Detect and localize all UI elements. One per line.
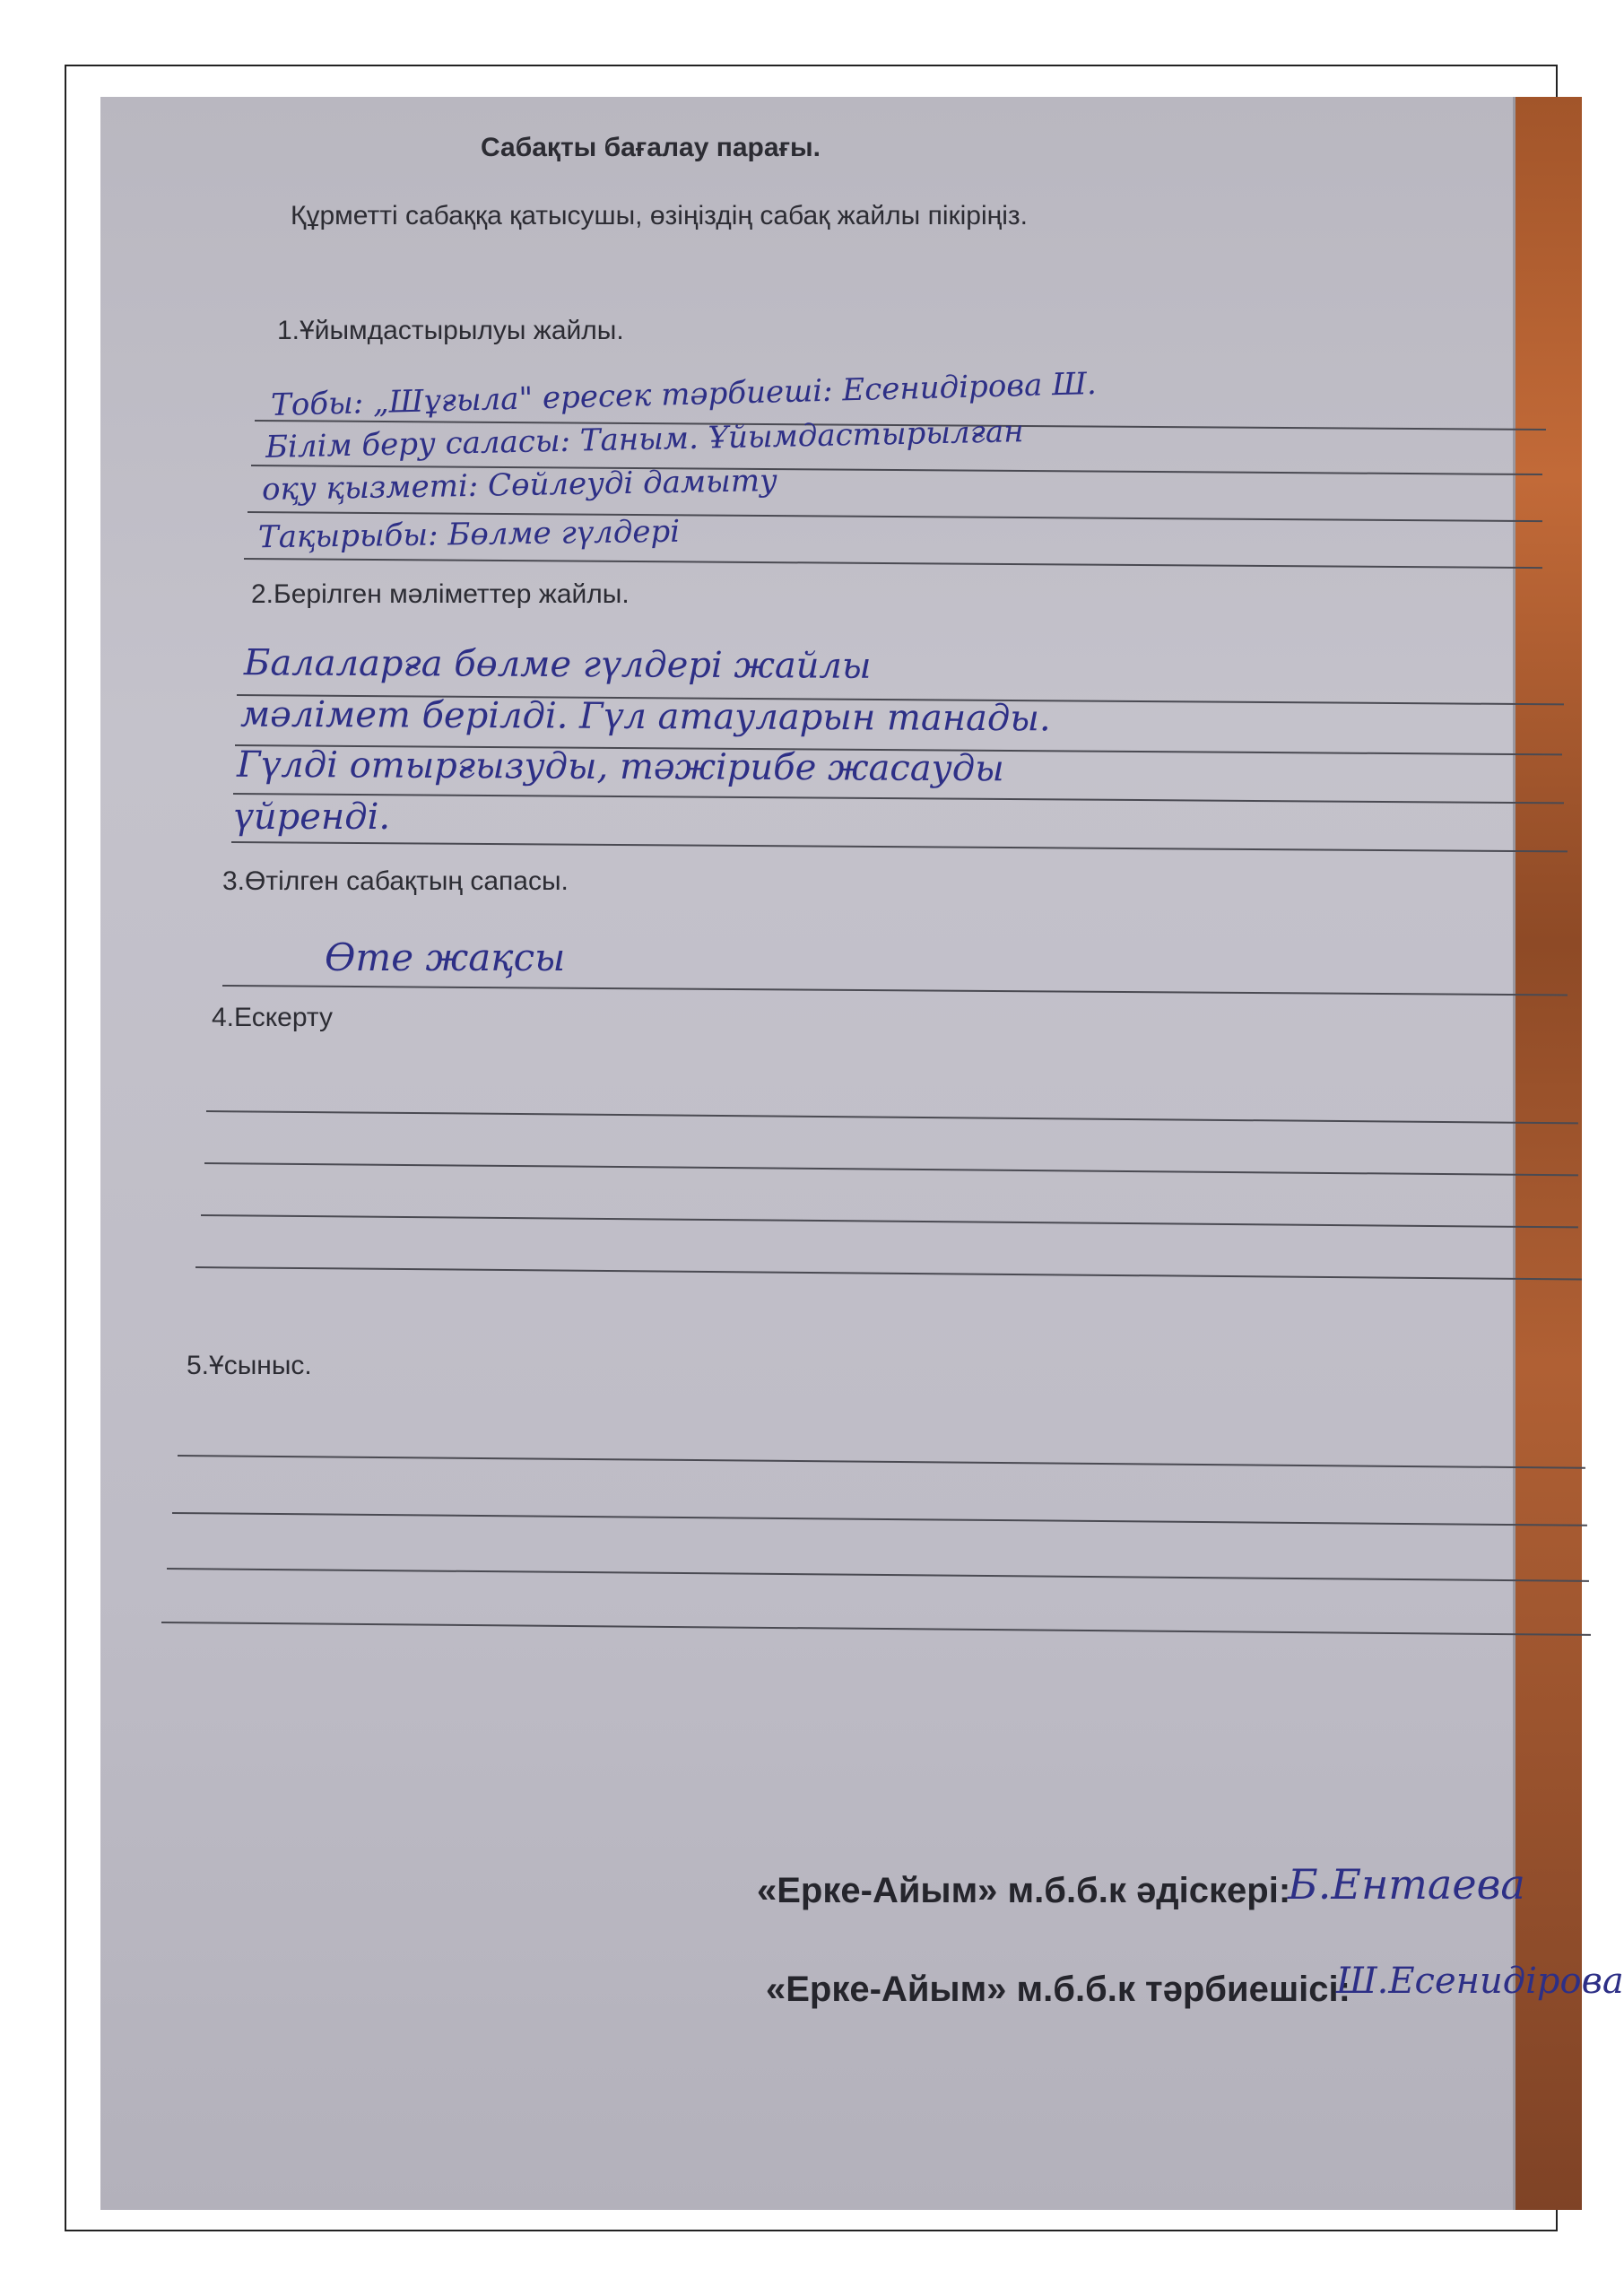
answer-line (206, 1110, 1578, 1124)
answer-line (231, 841, 1568, 852)
section-1-heading: 1.Ұйымдастырылуы жайлы. (277, 316, 624, 345)
form-intro: Құрметті сабаққа қатысушы, өзіңіздің сабақ жайлы пікіріңіз. (291, 201, 1028, 230)
answer-line (195, 1266, 1582, 1280)
section-1-answer-2: Білім беру саласы: Таным. Ұйымдастырылған (265, 413, 1024, 465)
section-2-answer-4: үйренді. (233, 796, 391, 838)
section-1-answer-1: Тобы: „Шұғыла" ересек тәрбиеші: Есенидірова Ш. (270, 365, 1098, 424)
section-2-heading: 2.Берілген мәліметтер жайлы. (251, 579, 630, 609)
section-1-answer-3: оқу қызметі: Сөйлеуді дамыту (261, 462, 778, 509)
form-title: Сабақты бағалау парағы. (481, 133, 821, 162)
answer-line (201, 1214, 1578, 1228)
answer-line (233, 793, 1564, 804)
section-2-answer-1: Балаларға бөлме гүлдері жайлы (243, 642, 872, 687)
section-2-answer-2: мәлімет берілді. Гүл атауларын танады. (239, 693, 1051, 740)
answer-line (172, 1512, 1587, 1526)
answer-line (167, 1568, 1589, 1582)
teacher-label: «Ерке-Айым» м.б.б.к тәрбиешісі: (766, 1970, 1350, 2009)
section-4-heading: 4.Ескерту (212, 1003, 333, 1032)
wooden-table-edge (1515, 97, 1582, 2210)
section-3-answer: Өте жақсы (325, 935, 566, 979)
section-1-answer-4: Тақырыбы: Бөлме гүлдері (257, 513, 681, 556)
answer-line (161, 1622, 1591, 1636)
methodist-signature: Б.Ентаева (1288, 1860, 1525, 1909)
document-photo (100, 97, 1624, 2210)
answer-line (204, 1162, 1578, 1176)
section-3-heading: 3.Өтілген сабақтың сапасы. (222, 866, 569, 896)
methodist-label: «Ерке-Айым» м.б.б.к әдіскері: (757, 1871, 1291, 1910)
answer-line (244, 558, 1542, 569)
teacher-signature: Ш.Есенидірова (1336, 1961, 1624, 2002)
answer-line (222, 985, 1568, 996)
section-2-answer-3: Гүлді отырғызуды, тәжірибе жасауды (236, 744, 1004, 790)
section-5-heading: 5.Ұсыныс. (187, 1351, 312, 1380)
answer-line (178, 1455, 1585, 1469)
